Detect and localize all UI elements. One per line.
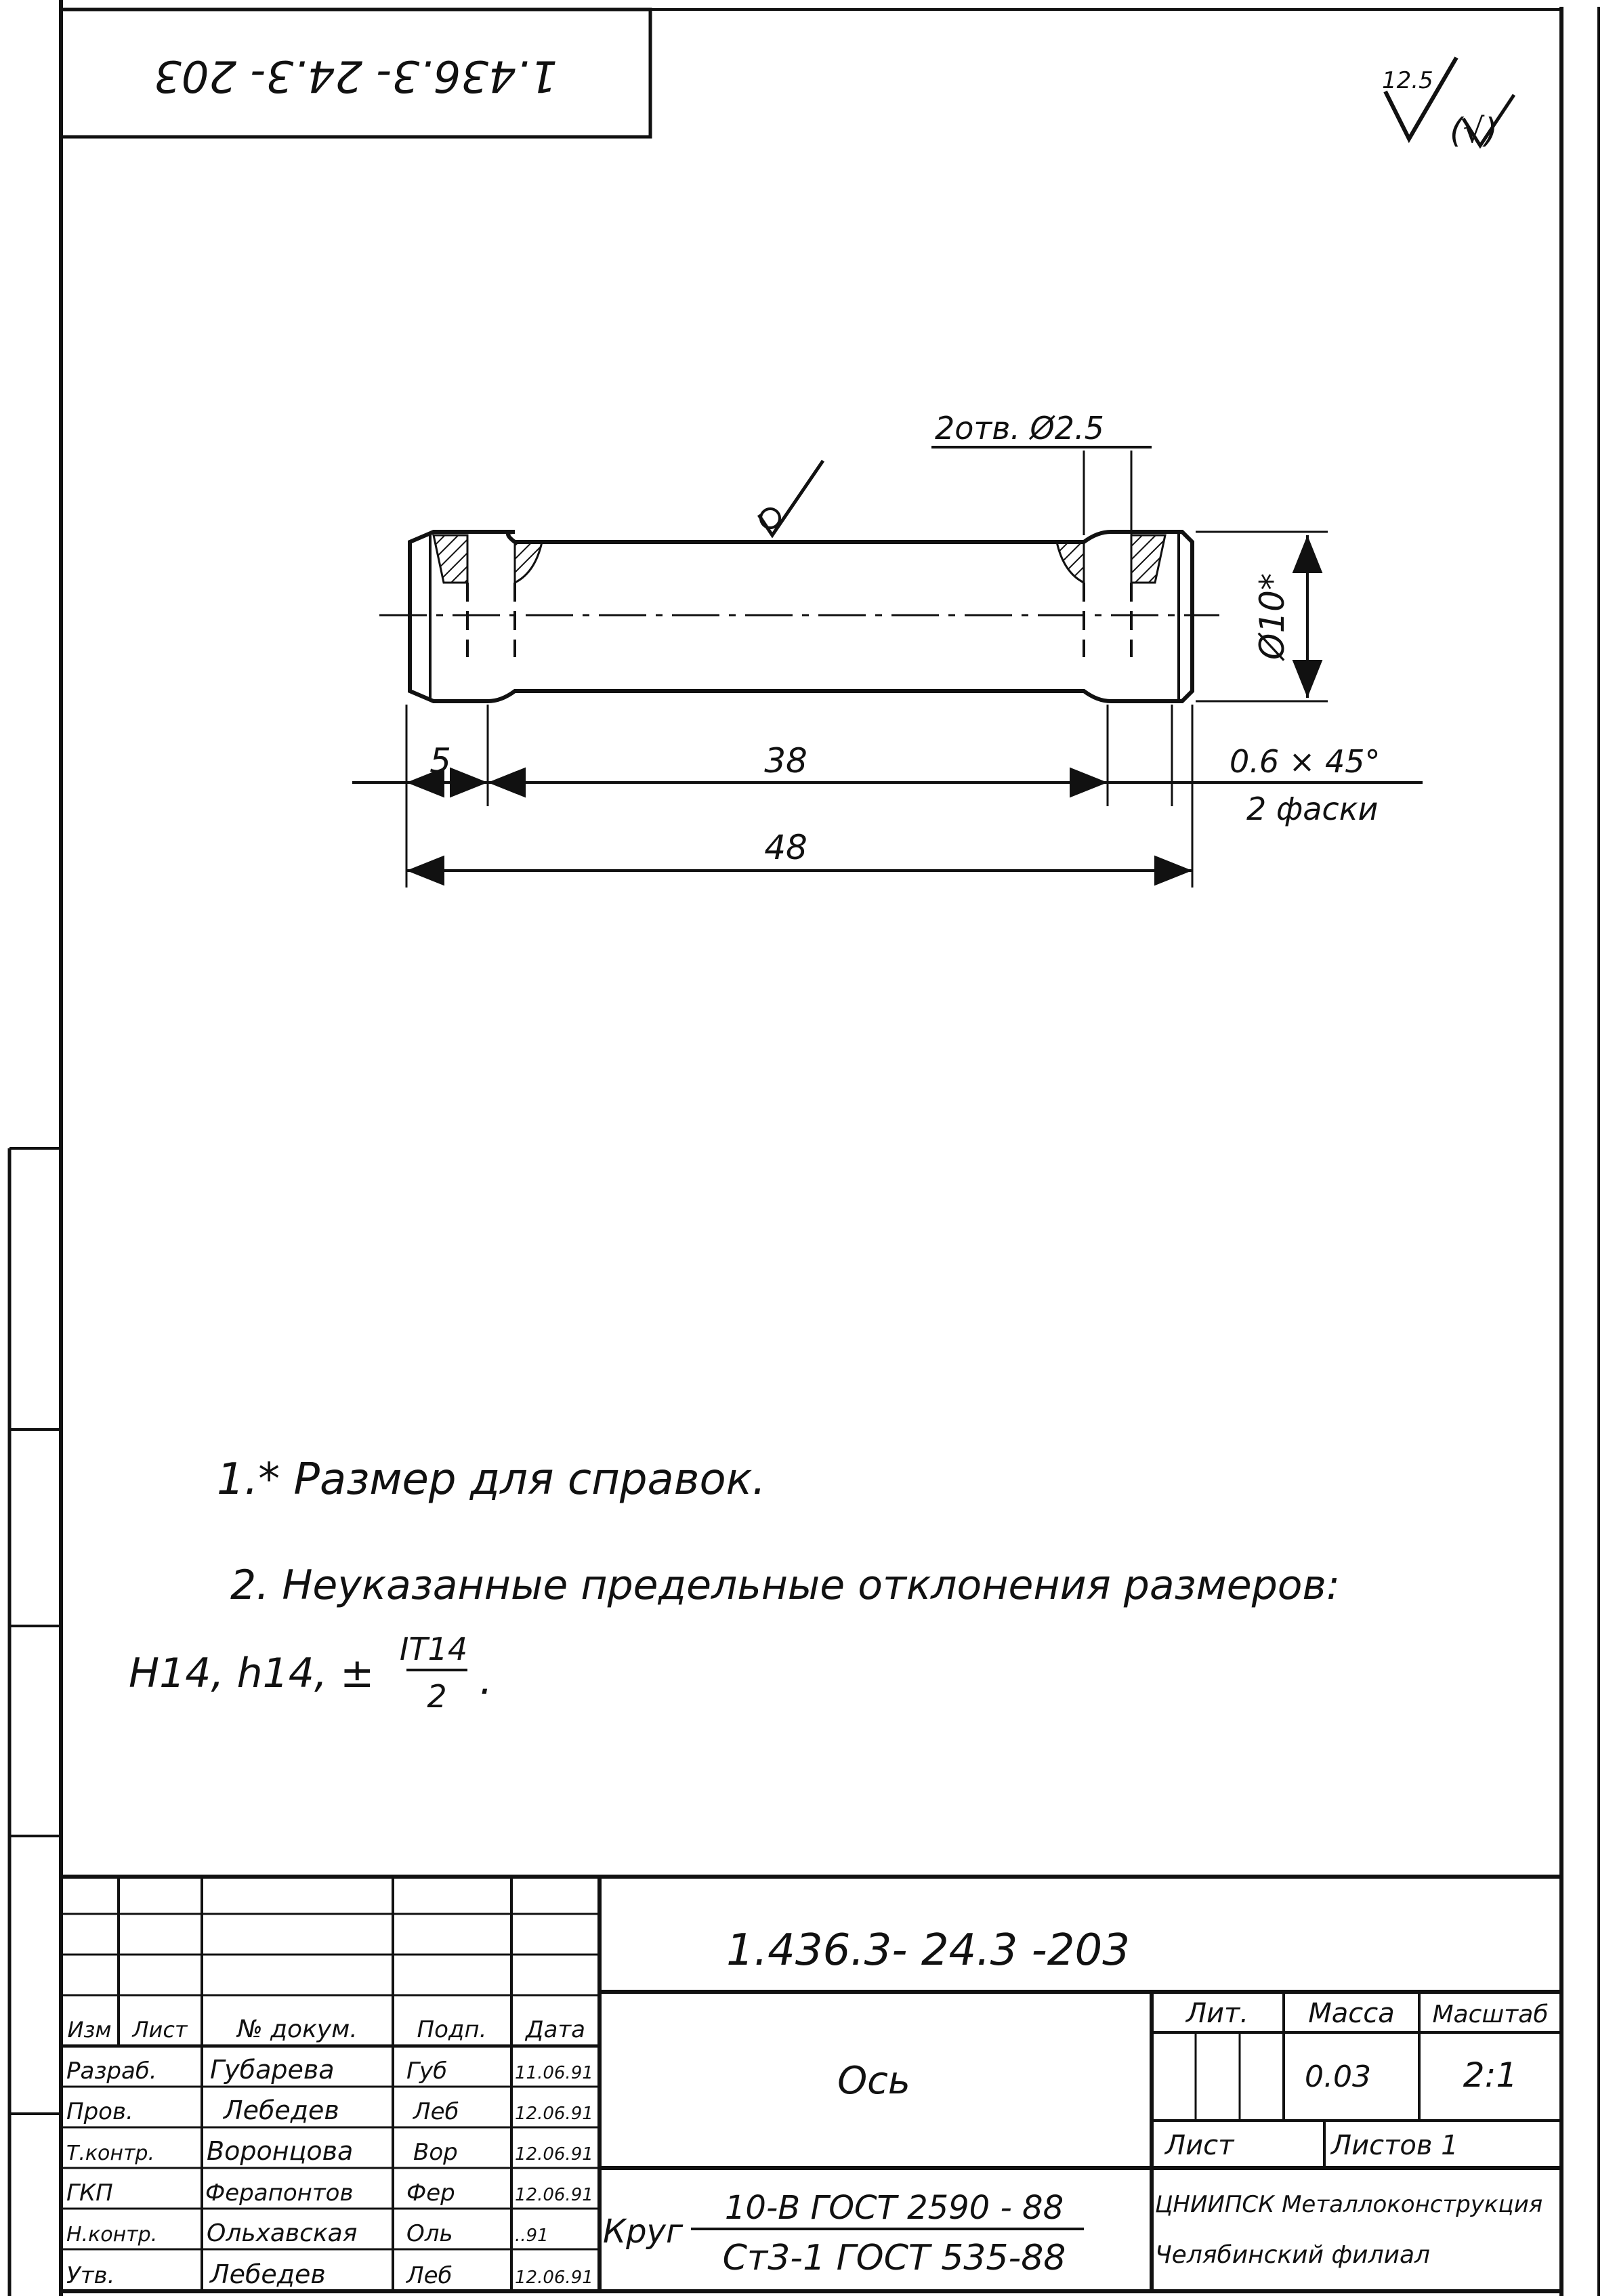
- diameter-dimension: [1196, 532, 1328, 701]
- chamfer-count: 2 фаски: [1246, 791, 1379, 827]
- material-prefix: Круг: [603, 2213, 684, 2251]
- header-sign: Подп.: [417, 2016, 487, 2043]
- org-line-2: Челябинский филиал: [1155, 2241, 1431, 2269]
- row-role: Н.контр.: [66, 2223, 158, 2247]
- right-hatch-outer: [1131, 535, 1165, 583]
- table-row: [66, 2095, 593, 2125]
- header-date: Дата: [525, 2016, 586, 2043]
- org-line-1: ЦНИИПСК Металлоконструкция: [1155, 2191, 1543, 2218]
- row-sign: Вор: [413, 2139, 458, 2166]
- sheets-label: Листов 1: [1331, 2130, 1458, 2161]
- row-sign: Губ: [406, 2058, 448, 2085]
- note-2: 2. Неуказанные предельные отклонения размеров:: [230, 1562, 1341, 1609]
- row-name: Лебедев: [210, 2259, 326, 2289]
- roughness-symbol: [1382, 58, 1514, 150]
- header-list: Лист: [132, 2017, 188, 2043]
- length-dimensions: [352, 705, 1423, 888]
- diameter-label: Ø10*: [1253, 573, 1292, 660]
- title-block: [61, 1877, 1561, 2291]
- signature-table-header: [67, 2016, 585, 2043]
- table-row: [66, 2055, 593, 2085]
- row-date: 12.06.91: [515, 2144, 593, 2165]
- row-name: Лебедев: [224, 2095, 339, 2125]
- left-binding-strip: [9, 1148, 61, 2296]
- chamfer-label: 0.6 × 45°: [1230, 743, 1381, 780]
- technical-notes: [129, 1455, 1340, 1715]
- row-role: ГКП: [66, 2179, 113, 2207]
- part-name: Ось: [837, 2059, 910, 2103]
- note-2-continuation: H14, h14, ±: [129, 1650, 375, 1697]
- scale-value: 2:1: [1463, 2055, 1518, 2095]
- lit-label: Лит.: [1185, 1998, 1249, 2029]
- left-hatch-outer: [434, 535, 467, 583]
- header-doc: № докум.: [237, 2016, 358, 2043]
- right-hatch-inner: [1057, 542, 1084, 583]
- row-date: 12.06.91: [515, 2104, 593, 2124]
- stamp-code-text: 1.436.3- 24.3- 203: [154, 50, 558, 101]
- scale-label: Масштаб: [1432, 2001, 1549, 2028]
- dim-total: 48: [764, 828, 807, 867]
- dim-left: 5: [429, 741, 451, 780]
- row-name: Ольхавская: [207, 2219, 358, 2247]
- roughness-extra: (√): [1450, 111, 1498, 150]
- drawing-designation: 1.436.3- 24.3 -203: [726, 1925, 1130, 1976]
- material-line-2: Ст3-1 ГОСТ 535-88: [722, 2238, 1066, 2278]
- row-date: 12.06.91: [515, 2185, 593, 2205]
- table-row: [66, 2259, 593, 2289]
- roughness-value: 12.5: [1382, 67, 1433, 94]
- row-role: Т.контр.: [66, 2142, 155, 2165]
- table-row: [66, 2136, 593, 2166]
- dim-middle: 38: [764, 741, 807, 780]
- holes-callout: [931, 410, 1152, 535]
- table-row: [66, 2219, 549, 2247]
- row-date: 11.06.91: [515, 2063, 593, 2083]
- fraction-numerator: IT14: [399, 1631, 468, 1667]
- row-sign: Фер: [406, 2179, 455, 2207]
- row-date: ..91: [515, 2226, 549, 2246]
- row-sign: Леб: [406, 2262, 453, 2289]
- row-date: 12.06.91: [515, 2268, 593, 2288]
- fraction-denominator: 2: [427, 1678, 447, 1715]
- row-sign: Оль: [406, 2220, 453, 2247]
- row-role: Разраб.: [66, 2058, 157, 2085]
- row-name: Губарева: [210, 2055, 335, 2085]
- row-role: Утв.: [66, 2262, 115, 2289]
- row-name: Воронцова: [207, 2136, 354, 2166]
- table-row: [66, 2179, 593, 2207]
- row-role: Пров.: [66, 2098, 133, 2125]
- material-line-1: 10-В ГОСТ 2590 - 88: [724, 2189, 1064, 2227]
- signature-table-rows: [66, 2055, 593, 2289]
- svg-text:.: .: [480, 1656, 493, 1704]
- rotated-code-stamp: [61, 9, 650, 137]
- left-hatch-inner: [515, 542, 542, 583]
- sheet-label: Лист: [1165, 2130, 1234, 2161]
- holes-label: 2отв. Ø2.5: [935, 410, 1104, 446]
- mass-label: Масса: [1308, 1998, 1395, 2029]
- note-1: 1.* Размер для справок.: [217, 1455, 766, 1505]
- mass-value: 0.03: [1305, 2060, 1371, 2094]
- part-axle-view: [379, 461, 1219, 701]
- row-name: Ферапонтов: [205, 2179, 354, 2207]
- row-sign: Леб: [413, 2098, 459, 2125]
- header-izm: Изм: [67, 2017, 112, 2043]
